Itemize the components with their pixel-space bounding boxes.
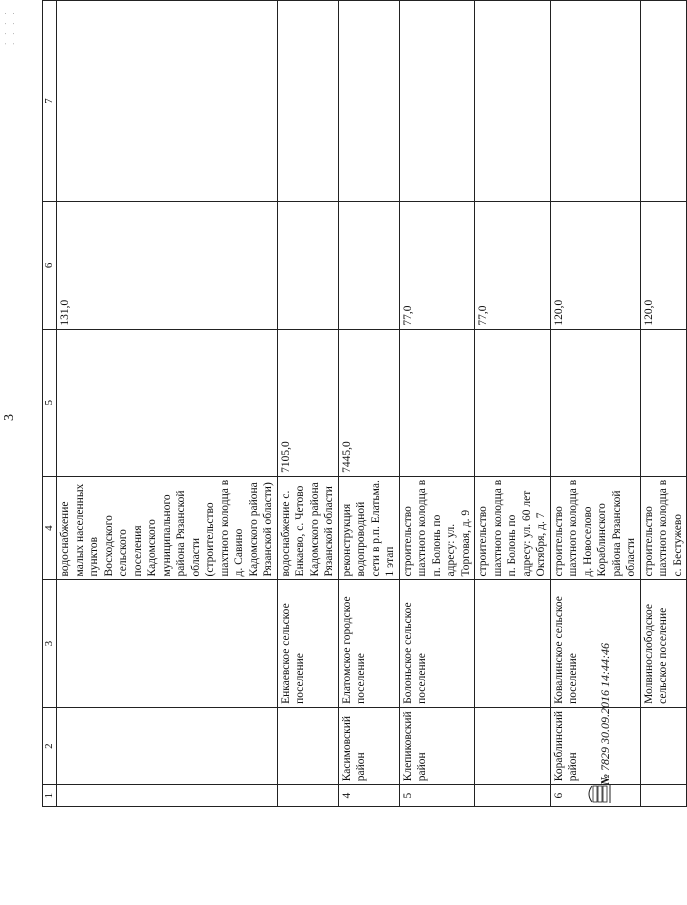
cell-number: 5 (399, 785, 475, 807)
cell-object: водоснабжение с. Енкаево, с. Четово Кадомского района Рязанской области (277, 476, 338, 580)
cell-settlement: Елатомское городское поселение (338, 580, 399, 707)
cell-object: строительство шахтного колодца в с. Бестужево (640, 476, 687, 580)
cell-number (277, 785, 338, 807)
cell-col5: 7105,0 (277, 329, 338, 476)
cell-district (475, 707, 551, 784)
cell-district: Касимовский район (338, 707, 399, 784)
registry-stamp-icon (586, 783, 616, 805)
cell-number: 6 (550, 785, 640, 807)
cell-settlement: Молвинослободское сельское поселение (640, 580, 687, 707)
registration-stamp (598, 643, 613, 785)
cell-col5 (475, 329, 551, 476)
cell-col6: 131,0 (57, 202, 278, 330)
header-row (43, 1, 57, 807)
cell-col7 (277, 1, 338, 202)
data-table (42, 0, 687, 807)
cell-district: Клепиковский район (399, 707, 475, 784)
cell-settlement: Енкаевское сельское поселение (277, 580, 338, 707)
cell-object: строительство шахтного колодца в п. Болонь по адресу: ул. Торговая, д. 9 (399, 476, 475, 580)
cell-object: строительство шахтного колодца в п. Болонь по адресу: ул. 60 лет Октября, д. 7 (475, 476, 551, 580)
column-header: 6 (43, 202, 57, 330)
cell-settlement: Болоньское сельское поселение (399, 580, 475, 707)
cell-number: 4 (338, 785, 399, 807)
cell-object: строительство шахтного колодца в д. Новоселово Кораблинского района Рязанской области (550, 476, 640, 580)
table-row (640, 1, 687, 807)
cell-col7 (338, 1, 399, 202)
cell-col6 (338, 202, 399, 330)
cell-col6: 120,0 (640, 202, 687, 330)
cell-number (475, 785, 551, 807)
cell-district (640, 707, 687, 784)
column-header: 7 (43, 1, 57, 202)
cell-col6: 120,0 (550, 202, 640, 330)
scan-noise: · · · · · · · · (2, 9, 18, 45)
cell-district: Кораблинский район (550, 707, 640, 784)
table-row (57, 1, 278, 807)
table-row (399, 1, 475, 807)
table-row (277, 1, 338, 807)
cell-col5 (57, 329, 278, 476)
cell-col7 (550, 1, 640, 202)
cell-settlement: Ковалинское сельское поселение (550, 580, 640, 707)
column-header: 3 (43, 580, 57, 707)
cell-col6 (277, 202, 338, 330)
cell-col5 (550, 329, 640, 476)
cell-object: водоснабжение малых населенных пунктов Восходского сельского поселения Кадомского муниципального района Рязанской области (строительство шахтного колодца в д. Савино Кадомского района Рязанской области) (57, 476, 278, 580)
cell-object: реконструкция водопроводной сети в р.п. Елатьма. 1 этап (338, 476, 399, 580)
registration-text: 7829 30.09.2016 14:44:46 (598, 643, 612, 772)
cell-district (57, 707, 278, 784)
table-row (338, 1, 399, 807)
page-number: 3 (2, 414, 17, 421)
cell-col5 (640, 329, 687, 476)
cell-district (277, 707, 338, 784)
column-header: 4 (43, 476, 57, 580)
cell-col6: 77,0 (475, 202, 551, 330)
cell-col7 (57, 1, 278, 202)
cell-number (57, 785, 278, 807)
cell-col7 (399, 1, 475, 202)
cell-col6: 77,0 (399, 202, 475, 330)
cell-col7 (475, 1, 551, 202)
cell-number (640, 785, 687, 807)
cell-col7 (640, 1, 687, 202)
cell-settlement (57, 580, 278, 707)
number-sign: № (598, 774, 612, 785)
column-header: 2 (43, 707, 57, 784)
column-header: 1 (43, 785, 57, 807)
cell-settlement (475, 580, 551, 707)
table-row (550, 1, 640, 807)
cell-col5 (399, 329, 475, 476)
table-row (475, 1, 551, 807)
column-header: 5 (43, 329, 57, 476)
cell-col5: 7445,0 (338, 329, 399, 476)
